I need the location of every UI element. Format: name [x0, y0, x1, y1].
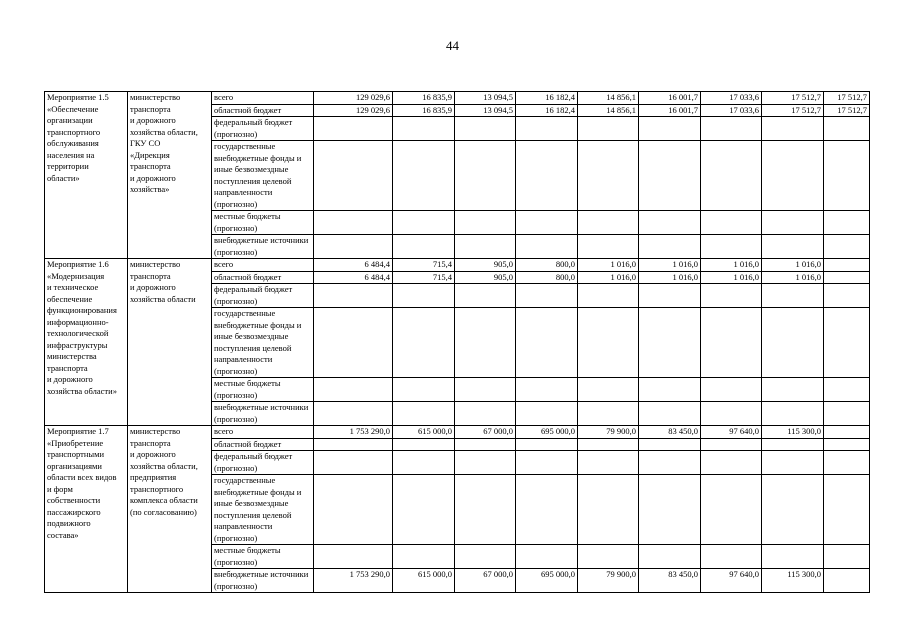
amount-cell [578, 545, 639, 569]
amount-cell: 1 016,0 [578, 259, 639, 272]
amount-cell [762, 284, 824, 308]
amount-cell [455, 235, 516, 259]
amount-cell [314, 117, 393, 141]
funding-source-cell: всего [212, 92, 314, 105]
amount-cell [578, 117, 639, 141]
amount-cell: 1 016,0 [701, 271, 762, 284]
amount-cell [516, 284, 578, 308]
amount-cell: 1 016,0 [762, 271, 824, 284]
amount-cell [455, 211, 516, 235]
amount-cell: 67 000,0 [455, 426, 516, 439]
amount-cell [762, 235, 824, 259]
funding-source-cell: всего [212, 259, 314, 272]
amount-cell [393, 402, 455, 426]
amount-cell [516, 211, 578, 235]
amount-cell [578, 235, 639, 259]
funding-source-cell: областной бюджет [212, 104, 314, 117]
table-row [45, 259, 870, 272]
amount-cell [701, 308, 762, 378]
funding-source-cell: местные бюджеты (прогнозно) [212, 211, 314, 235]
amount-cell [516, 378, 578, 402]
amount-cell [314, 141, 393, 211]
funding-source-cell: внебюджетные источники (прогнозно) [212, 235, 314, 259]
amount-cell: 16 001,7 [639, 92, 701, 105]
amount-cell [516, 141, 578, 211]
funding-source-cell: областной бюджет [212, 271, 314, 284]
amount-cell [393, 284, 455, 308]
amount-cell [639, 378, 701, 402]
amount-cell: 1 753 290,0 [314, 426, 393, 439]
amount-cell [762, 402, 824, 426]
amount-cell [762, 211, 824, 235]
amount-cell [578, 475, 639, 545]
amount-cell [578, 451, 639, 475]
amount-cell: 800,0 [516, 259, 578, 272]
amount-cell [578, 402, 639, 426]
amount-cell [455, 378, 516, 402]
activity-cell: Мероприятие 1.6 «Модернизация и техническое обеспечение функционирования информационно- технологической инфраструктуры министерства транспорта и дорожного хозяйства области» [45, 259, 128, 426]
amount-cell: 14 856,1 [578, 92, 639, 105]
amount-cell: 6 484,4 [314, 271, 393, 284]
amount-cell: 13 094,5 [455, 104, 516, 117]
amount-cell [455, 475, 516, 545]
amount-cell [516, 545, 578, 569]
amount-cell [701, 117, 762, 141]
amount-cell [639, 284, 701, 308]
amount-cell [824, 308, 870, 378]
amount-cell [455, 402, 516, 426]
amount-cell [455, 284, 516, 308]
amount-cell: 115 300,0 [762, 569, 824, 593]
funding-source-cell: федеральный бюджет (прогнозно) [212, 284, 314, 308]
amount-cell [762, 141, 824, 211]
amount-cell [701, 545, 762, 569]
amount-cell [824, 284, 870, 308]
amount-cell: 17 512,7 [762, 104, 824, 117]
amount-cell [701, 475, 762, 545]
amount-cell: 17 033,6 [701, 92, 762, 105]
amount-cell [701, 402, 762, 426]
amount-cell [455, 308, 516, 378]
amount-cell [824, 378, 870, 402]
budget-table [44, 91, 870, 593]
amount-cell [314, 235, 393, 259]
funding-source-cell: местные бюджеты (прогнозно) [212, 545, 314, 569]
amount-cell: 14 856,1 [578, 104, 639, 117]
funding-source-cell: областной бюджет [212, 438, 314, 451]
amount-cell: 13 094,5 [455, 92, 516, 105]
amount-cell: 16 835,9 [393, 104, 455, 117]
amount-cell [393, 211, 455, 235]
amount-cell: 1 016,0 [701, 259, 762, 272]
amount-cell: 17 512,7 [762, 92, 824, 105]
amount-cell: 615 000,0 [393, 569, 455, 593]
amount-cell: 6 484,4 [314, 259, 393, 272]
amount-cell: 1 753 290,0 [314, 569, 393, 593]
amount-cell [639, 211, 701, 235]
amount-cell [314, 545, 393, 569]
executor-cell: министерство транспорта и дорожного хозяйства области [128, 259, 212, 426]
amount-cell [824, 545, 870, 569]
amount-cell [314, 475, 393, 545]
funding-source-cell: всего [212, 426, 314, 439]
funding-source-cell: местные бюджеты (прогнозно) [212, 378, 314, 402]
amount-cell: 715,4 [393, 259, 455, 272]
amount-cell: 695 000,0 [516, 426, 578, 439]
amount-cell [639, 451, 701, 475]
amount-cell [516, 235, 578, 259]
amount-cell [824, 235, 870, 259]
amount-cell: 129 029,6 [314, 92, 393, 105]
amount-cell [701, 235, 762, 259]
amount-cell [762, 438, 824, 451]
amount-cell [314, 402, 393, 426]
amount-cell [762, 117, 824, 141]
amount-cell [824, 451, 870, 475]
amount-cell [393, 378, 455, 402]
amount-cell [455, 438, 516, 451]
amount-cell [314, 378, 393, 402]
amount-cell [701, 284, 762, 308]
amount-cell [455, 117, 516, 141]
amount-cell [393, 545, 455, 569]
amount-cell [824, 569, 870, 593]
amount-cell [824, 438, 870, 451]
amount-cell: 17 512,7 [824, 92, 870, 105]
amount-cell [578, 308, 639, 378]
amount-cell: 695 000,0 [516, 569, 578, 593]
table-row [45, 92, 870, 105]
funding-source-cell: государственные внебюджетные фонды и иные безвозмездные поступления целевой направленности (прогнозно) [212, 141, 314, 211]
amount-cell: 83 450,0 [639, 569, 701, 593]
amount-cell [701, 378, 762, 402]
amount-cell [393, 141, 455, 211]
table-row [45, 426, 870, 439]
amount-cell: 1 016,0 [639, 271, 701, 284]
amount-cell [701, 451, 762, 475]
amount-cell: 115 300,0 [762, 426, 824, 439]
amount-cell: 1 016,0 [639, 259, 701, 272]
amount-cell: 79 900,0 [578, 426, 639, 439]
amount-cell [578, 141, 639, 211]
amount-cell: 16 835,9 [393, 92, 455, 105]
amount-cell [314, 451, 393, 475]
amount-cell: 79 900,0 [578, 569, 639, 593]
amount-cell [762, 308, 824, 378]
amount-cell: 16 001,7 [639, 104, 701, 117]
amount-cell: 1 016,0 [578, 271, 639, 284]
amount-cell [393, 117, 455, 141]
amount-cell [639, 545, 701, 569]
amount-cell [393, 308, 455, 378]
amount-cell [639, 235, 701, 259]
amount-cell: 67 000,0 [455, 569, 516, 593]
amount-cell [578, 438, 639, 451]
amount-cell [639, 475, 701, 545]
amount-cell [762, 378, 824, 402]
funding-source-cell: федеральный бюджет (прогнозно) [212, 117, 314, 141]
amount-cell [824, 259, 870, 272]
amount-cell [824, 117, 870, 141]
amount-cell [516, 451, 578, 475]
amount-cell [455, 451, 516, 475]
funding-source-cell: внебюджетные источники (прогнозно) [212, 569, 314, 593]
funding-source-cell: государственные внебюджетные фонды и иные безвозмездные поступления целевой направленности (прогнозно) [212, 308, 314, 378]
funding-source-cell: государственные внебюджетные фонды и иные безвозмездные поступления целевой направленности (прогнозно) [212, 475, 314, 545]
amount-cell: 17 033,6 [701, 104, 762, 117]
amount-cell [314, 284, 393, 308]
amount-cell [701, 438, 762, 451]
amount-cell [516, 117, 578, 141]
amount-cell [578, 211, 639, 235]
amount-cell [578, 284, 639, 308]
amount-cell: 615 000,0 [393, 426, 455, 439]
amount-cell [393, 451, 455, 475]
amount-cell [762, 451, 824, 475]
amount-cell [762, 545, 824, 569]
amount-cell: 97 640,0 [701, 426, 762, 439]
funding-source-cell: федеральный бюджет (прогнозно) [212, 451, 314, 475]
amount-cell: 97 640,0 [701, 569, 762, 593]
amount-cell [701, 141, 762, 211]
amount-cell: 16 182,4 [516, 92, 578, 105]
amount-cell [516, 402, 578, 426]
amount-cell [701, 211, 762, 235]
funding-source-cell: внебюджетные источники (прогнозно) [212, 402, 314, 426]
amount-cell: 1 016,0 [762, 259, 824, 272]
amount-cell [314, 438, 393, 451]
amount-cell [639, 141, 701, 211]
amount-cell [578, 378, 639, 402]
amount-cell: 800,0 [516, 271, 578, 284]
activity-cell: Мероприятие 1.7 «Приобретение транспортными организациями области всех видов и форм собственности пассажирского подвижного состава» [45, 426, 128, 593]
amount-cell [314, 308, 393, 378]
amount-cell [639, 308, 701, 378]
amount-cell [824, 402, 870, 426]
amount-cell [824, 271, 870, 284]
amount-cell [393, 235, 455, 259]
page-number: 44 [446, 38, 459, 53]
amount-cell: 905,0 [455, 259, 516, 272]
amount-cell [639, 117, 701, 141]
amount-cell [516, 475, 578, 545]
amount-cell: 83 450,0 [639, 426, 701, 439]
amount-cell: 16 182,4 [516, 104, 578, 117]
activity-cell: Мероприятие 1.5 «Обеспечение организации транспортного обслуживания населения на территории области» [45, 92, 128, 259]
amount-cell [516, 438, 578, 451]
amount-cell: 17 512,7 [824, 104, 870, 117]
amount-cell [393, 438, 455, 451]
amount-cell [824, 426, 870, 439]
executor-cell: министерство транспорта и дорожного хозяйства области, ГКУ СО «Дирекция транспорта и дорожного хозяйства» [128, 92, 212, 259]
executor-cell: министерство транспорта и дорожного хозяйства области, предприятия транспортного комплекса области (по согласованию) [128, 426, 212, 593]
amount-cell [824, 475, 870, 545]
amount-cell [455, 545, 516, 569]
amount-cell [824, 211, 870, 235]
amount-cell: 715,4 [393, 271, 455, 284]
amount-cell [314, 211, 393, 235]
amount-cell: 129 029,6 [314, 104, 393, 117]
amount-cell [393, 475, 455, 545]
amount-cell: 905,0 [455, 271, 516, 284]
amount-cell [639, 438, 701, 451]
amount-cell [516, 308, 578, 378]
amount-cell [824, 141, 870, 211]
amount-cell [455, 141, 516, 211]
amount-cell [639, 402, 701, 426]
amount-cell [762, 475, 824, 545]
